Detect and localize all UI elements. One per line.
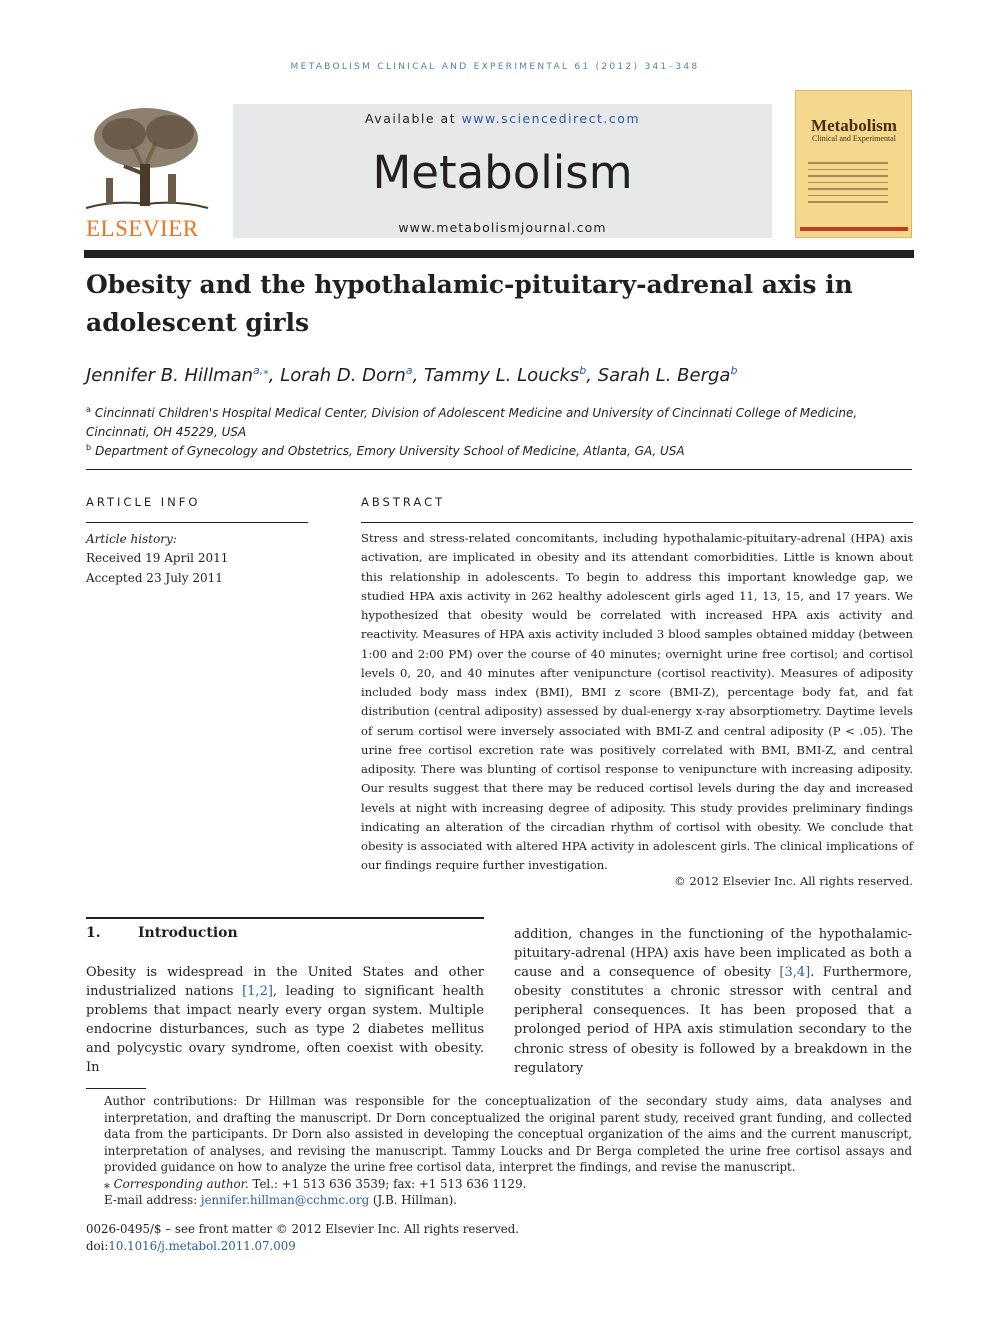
abstract-text: Stress and stress-related concomitants, including hypothalamic-pituitary-adrenal (HPA) axis activation, are implicated in obesity and its attendant comorbidities. Little is known about this relationship in adolescents. To begin to address this important knowledge gap, we studied HPA axis activity in 262 healthy adolescent girls aged 11, 13, 15, and 17 years. We hypothesized that obesity would be correlated with increased HPA axis activity and reactivity. Measures of HPA axis activity included 3 blood samples obtained midday (between 1:00 and 2:00 PM) over the course of 40 minutes; overnight urine free cortisol; and cortisol levels 0, 20, and 40 minutes after venipuncture (cortisol reactivity). Measures of adiposity included body mass index (BMI), BMI z score (BMI-Z), percentage body fat, and fat distribution (central adiposity) assessed by dual-energy x-ray absorptiometry. Daytime levels of serum cortisol were inversely associated with BMI-Z and central adiposity (P < .05). The urine free cortisol excretion rate was positively correlated with BMI, BMI-Z, and central adiposity. There was blunting of cortisol response to venipuncture with increasing adiposity. Our results suggest that there may be reduced cortisol levels during the day and increased levels at night with increasing degree of adiposity. This study provides preliminary findings indicating an alteration of the circadian rhythm of cortisol with obesity. We conclude that obesity is associated with altered HPA activity in adolescent girls. The clinical implications of our findings require further investigation.	[361, 531, 913, 873]
front-matter-info	[86, 1221, 586, 1255]
corresponding-author: ⁎ Corresponding author. Tel.: +1 513 636 3539; fax: +1 513 636 1129.	[104, 1176, 527, 1191]
cover-footer-bar	[800, 227, 908, 231]
journal-url: www.metabolismjournal.com	[398, 220, 607, 235]
divider	[361, 522, 913, 523]
issn-line: 0026-0495/$ – see front matter © 2012 Elsevier Inc. All rights reserved.	[86, 1222, 520, 1236]
elsevier-wordmark: ELSEVIER	[86, 216, 199, 241]
footnotes	[86, 1093, 912, 1209]
author-affiliation-mark[interactable]: a	[405, 364, 413, 377]
sciencedirect-link[interactable]: www.sciencedirect.com	[461, 111, 641, 126]
section-rule	[86, 917, 484, 919]
affiliation-b: $^b$ Department of Gynecology and Obstetrics, Emory University School of Medicine, Atlanta, GA, USA	[86, 443, 685, 458]
email-line: E-mail address: jennifer.hillman@cchmc.org (J.B. Hillman).	[104, 1193, 458, 1207]
footnote-rule	[86, 1088, 146, 1089]
citation-link[interactable]: [3,4]	[779, 965, 811, 981]
doi-link[interactable]: 10.1016/j.metabol.2011.07.009	[108, 1239, 296, 1253]
journal-citation-line: METABOLISM CLINICAL AND EXPERIMENTAL 61 (2012) 341–348	[290, 62, 700, 72]
author-affiliation-mark[interactable]: b	[579, 364, 587, 377]
availability-line: Available at www.sciencedirect.com	[364, 111, 641, 126]
abstract-copyright: © 2012 Elsevier Inc. All rights reserved.	[674, 874, 913, 888]
author-affiliation-mark[interactable]: a,⁎	[253, 364, 269, 377]
doi-line: doi:10.1016/j.metabol.2011.07.009	[86, 1239, 296, 1253]
author-name: Tammy L. Loucks	[424, 365, 580, 386]
citation-link[interactable]: [1,2]	[242, 984, 273, 1000]
intro-column-2: addition, changes in the functioning of the hypothalamic-pituitary-adrenal (HPA) axis have been implicated as both a cause and a consequence of obesity [3,4]. Furthermore, obesity constitutes a chronic stressor with central and peripheral consequences. It has been proposed that a prolonged period of HPA axis stimulation secondary to the chronic stress of obesity is followed by a breakdown in the regulatory	[514, 927, 913, 1076]
article-title: Obesity and the hypothalamic-pituitary-adrenal axis in adolescent girls	[86, 270, 853, 337]
affiliation-a: $^a$ Cincinnati Children's Hospital Medical Center, Division of Adolescent Medicine and University of Cincinnati College of Medicine, Cincinnati, OH 45229, USA	[86, 405, 858, 439]
abstract-heading: ABSTRACT	[361, 495, 446, 509]
divider	[86, 522, 308, 523]
article-info-heading: ARTICLE INFO	[86, 495, 201, 509]
author-name: Jennifer B. Hillman	[86, 365, 254, 386]
header-rule	[84, 250, 914, 258]
article-history: Article history: Received 19 April 2011 Accepted 23 July 2011	[86, 532, 229, 585]
journal-title: Metabolism	[372, 146, 633, 199]
intro-column-1: Obesity is widespread in the United States and other industrialized nations [1,2], leading to significant health problems that impact nearly every organ system. Multiple endocrine disturbances, such as type 2 diabetes mellitus and polycystic ovary syndrome, often coexist with obesity. In	[86, 965, 485, 1076]
cover-subtitle: Clinical and Experimental	[812, 134, 896, 143]
cover-contents-lines	[808, 162, 888, 208]
author-affiliation-mark[interactable]: b	[730, 364, 738, 377]
author-contributions: Author contributions: Dr Hillman was responsible for the conceptualization of the secondary study aims, data analyses and interpretation, and drafting the manuscript. Dr Dorn conceptualized the original parent study, received grant funding, and collected data from the participants. Dr Dorn also assisted in developing the conceptual organization of the aims and the current manuscript, interpretation of analyses, and revising the manuscript. Tammy Loucks and Dr Berga completed the urine free cortisol assays and provided guidance on how to analyze the urine free cortisol data, interpret the findings, and revise the manuscript.	[104, 1094, 912, 1174]
divider	[86, 469, 912, 470]
introduction-heading: 1. Introduction	[86, 925, 238, 941]
author-list: Jennifer B. Hillman$^{a,⁎}$, Lorah D. Dorn$^a$, Tammy L. Loucks$^b$, Sarah L. Berga$^b$	[86, 364, 738, 386]
cover-title: Metabolism	[811, 116, 897, 135]
author-name: Lorah D. Dorn	[280, 365, 406, 386]
author-name: Sarah L. Berga	[597, 365, 731, 386]
email-link[interactable]: jennifer.hillman@cchmc.org	[200, 1193, 370, 1207]
